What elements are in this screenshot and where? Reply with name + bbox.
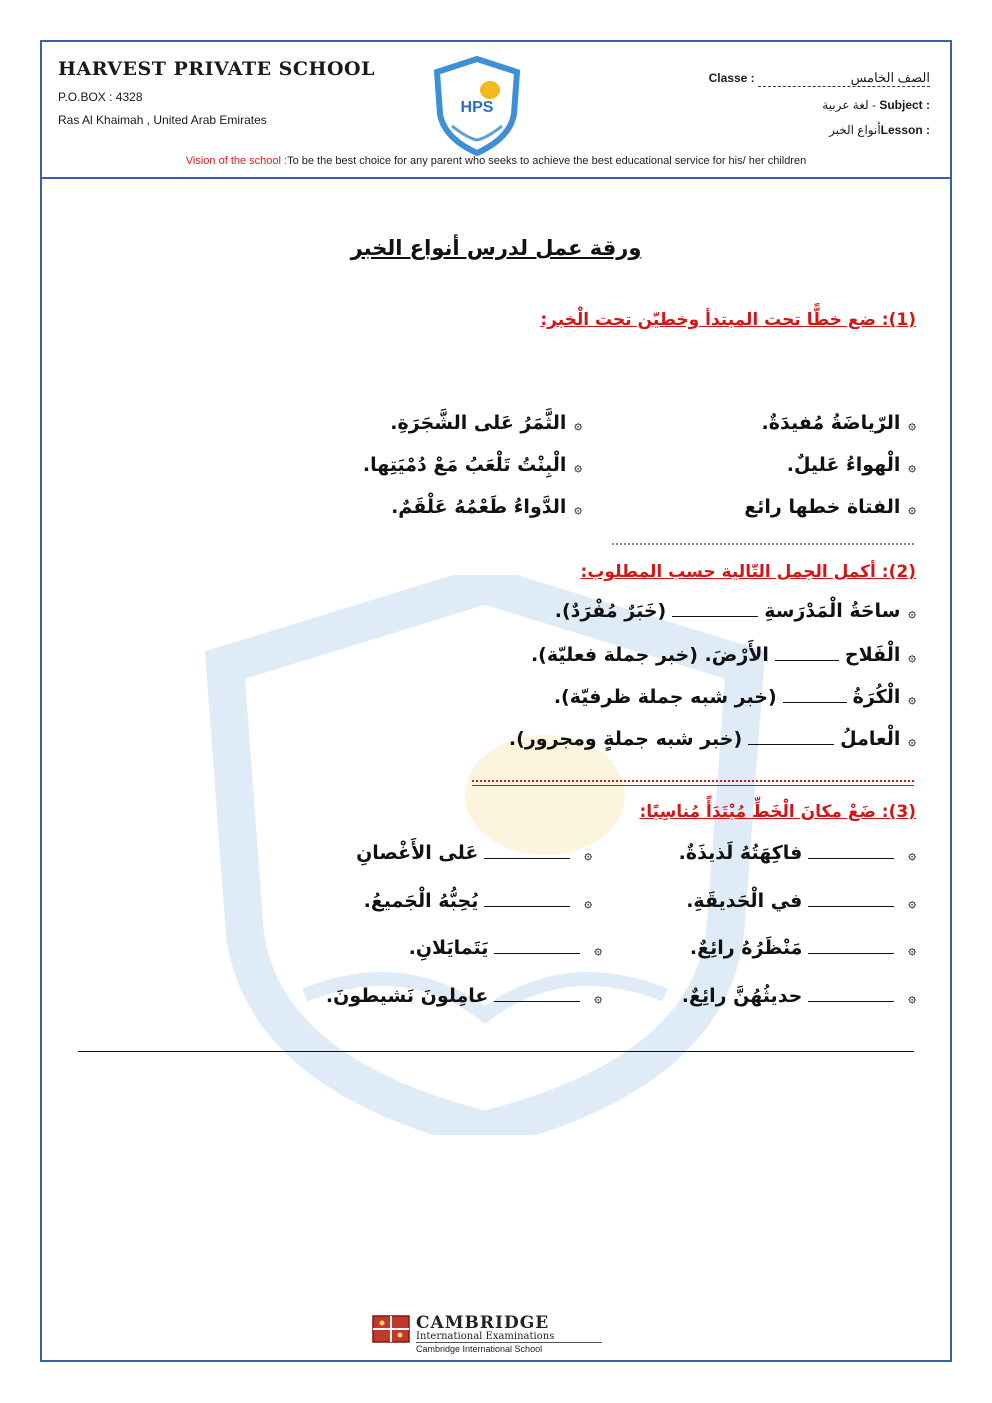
- q3-item-6: ۞يَتَمايَلانِ.: [408, 937, 602, 959]
- answer-blank[interactable]: [494, 939, 580, 954]
- answer-blank[interactable]: [775, 646, 839, 661]
- q1-item-1: ۞الرّياضَةُ مُفيدَةٌ.: [761, 412, 916, 434]
- bullet-icon: ۞: [908, 606, 916, 621]
- answer-blank[interactable]: [808, 987, 894, 1002]
- bullet-icon: ۞: [908, 418, 916, 433]
- answer-blank[interactable]: [484, 892, 570, 907]
- class-line: [709, 70, 930, 87]
- bullet-icon: ۞: [908, 692, 916, 707]
- bullet-icon: ۞: [584, 896, 592, 911]
- q2-item-1: ۞ساحَةُ الْمَدْرَسةِ(خَبَرٌ مُفْرَدٌ).: [554, 600, 916, 622]
- bullet-icon: ۞: [574, 460, 582, 475]
- q1-item-2: ۞الثَّمَرُ عَلى الشَّجَرَةِ.: [390, 412, 582, 434]
- vision-text: To be the best choice for any parent who seeks to achieve the best educational service for his/ her children: [287, 155, 807, 167]
- q3-item-8: ۞عامِلونَ نَشيطونَ.: [325, 985, 602, 1007]
- q2-item-3: ۞الْكُرَةُ(خبر شبه جملة ظرفيّة).: [553, 686, 916, 708]
- school-logo: [432, 56, 522, 156]
- q2-item-4: ۞الْعاملُ(خبر شبه جملةٍ ومجرور).: [508, 728, 916, 750]
- q2-item-2: ۞الْفَلاحالأَرْضَ. (خبر جملة فعليّة).: [530, 644, 916, 666]
- header-divider: [42, 177, 950, 179]
- bullet-icon: ۞: [584, 848, 592, 863]
- red-dotted-divider: [472, 780, 914, 782]
- vision-label: Vision of the school :: [185, 155, 288, 167]
- bottom-rule: [78, 1051, 914, 1052]
- school-name: HARVEST PRIVATE SCHOOL: [58, 58, 375, 80]
- subject-value: لغة عربية -: [822, 98, 880, 112]
- lesson-line: [829, 123, 930, 137]
- bullet-icon: ۞: [594, 943, 602, 958]
- q2-heading: (2): أكمل الجمل التّالية حسب المطلوب:: [580, 562, 916, 582]
- bullet-icon: ۞: [574, 418, 582, 433]
- bullet-icon: ۞: [908, 991, 916, 1006]
- q3-item-3: ۞في الْحَديقَةِ.: [686, 890, 916, 912]
- q3-item-4: ۞يُحِبُّهُ الْجَميعُ.: [363, 890, 592, 912]
- q3-heading: (3): ضَعْ مكانَ الْخَطِّ مُبْتَدَأً مُناسِبًا:: [639, 802, 916, 822]
- answer-blank[interactable]: [783, 688, 847, 703]
- q1-heading: (1): ضع خطًّا تحت المبتدأ وخطيّن تحت الْخبر:: [540, 310, 916, 330]
- answer-blank[interactable]: [748, 730, 834, 745]
- bullet-icon: ۞: [908, 848, 916, 863]
- cambridge-crest-icon: [372, 1315, 410, 1343]
- answer-blank[interactable]: [808, 892, 894, 907]
- q1-item-5: ۞الفتاة خطها رائع: [744, 496, 916, 518]
- subject-label: Subject :: [879, 98, 930, 112]
- bullet-icon: ۞: [574, 502, 582, 517]
- bullet-icon: ۞: [908, 896, 916, 911]
- bullet-icon: ۞: [908, 734, 916, 749]
- answer-blank[interactable]: [484, 844, 570, 859]
- bullet-icon: ۞: [908, 943, 916, 958]
- vision-statement: [0, 155, 992, 167]
- answer-blank[interactable]: [808, 939, 894, 954]
- q3-item-5: ۞مَنْظَرُهُ رائِعٌ.: [689, 937, 916, 959]
- lesson-value: أنواع الخبر: [828, 123, 881, 137]
- cambridge-divider: [416, 1342, 602, 1343]
- address: Ras Al Khaimah , United Arab Emirates: [58, 113, 267, 127]
- answer-blank[interactable]: [672, 602, 758, 617]
- q3-item-1: ۞فاكِهَتُهُ لَذيذَةٌ.: [678, 842, 916, 864]
- class-label: Classe :: [708, 71, 758, 85]
- logo-text: HPS: [460, 99, 494, 116]
- bullet-icon: ۞: [908, 650, 916, 665]
- po-box: P.O.BOX : 4328: [58, 90, 143, 104]
- subject-line: [822, 98, 930, 112]
- lesson-label: Lesson :: [880, 123, 930, 137]
- red-divider: [472, 785, 914, 786]
- bullet-icon: ۞: [908, 460, 916, 475]
- q3-item-2: ۞عَلى الأَغْصانِ: [356, 842, 592, 864]
- cambridge-school: Cambridge International School: [416, 1344, 543, 1354]
- bullet-icon: ۞: [594, 991, 602, 1006]
- dotted-divider: [612, 543, 914, 545]
- q1-item-3: ۞الْهواءُ عَليلٌ.: [786, 454, 916, 476]
- q1-item-4: ۞الْبِنْتُ تَلْعَبُ مَعْ دُمْيَتِها.: [362, 454, 582, 476]
- q1-item-6: ۞الدَّواءُ طَعْمُهُ عَلْقَمٌ.: [391, 496, 582, 518]
- cambridge-sub: International Examinations: [416, 1331, 555, 1342]
- bullet-icon: ۞: [908, 502, 916, 517]
- class-value: الصف الخامس: [758, 70, 930, 87]
- worksheet-title: ورقة عمل لدرس أنواع الخبر: [350, 236, 642, 260]
- q3-item-7: ۞حديثُهُنَّ رائِعٌ.: [681, 985, 916, 1007]
- answer-blank[interactable]: [494, 987, 580, 1002]
- answer-blank[interactable]: [808, 844, 894, 859]
- cambridge-name: CAMBRIDGE: [416, 1313, 550, 1333]
